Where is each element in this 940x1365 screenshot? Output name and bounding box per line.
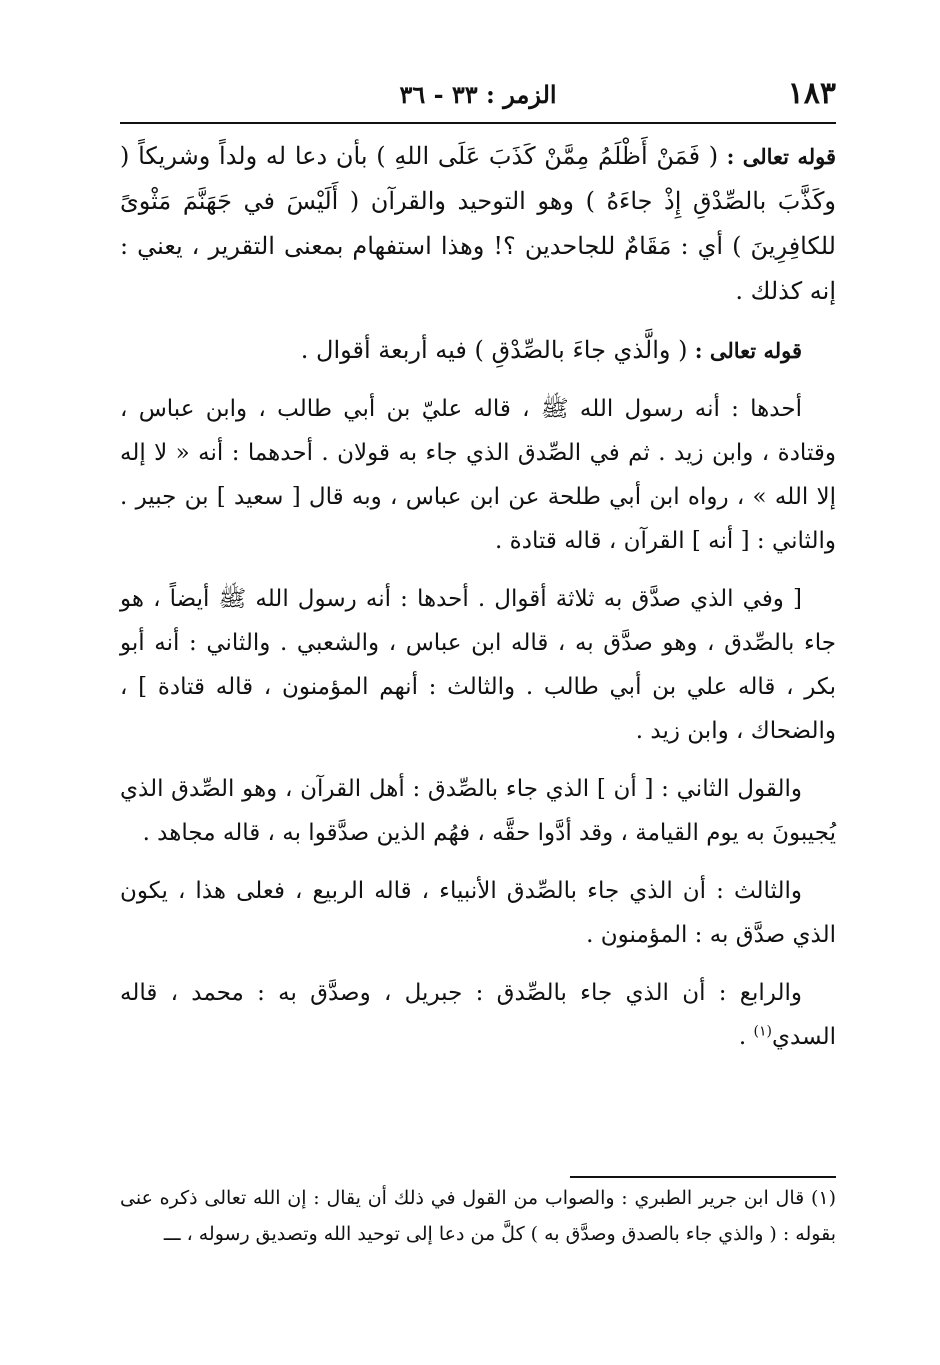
paragraph-5 bbox=[120, 767, 836, 855]
paragraph-6 bbox=[120, 869, 836, 957]
paragraph-text: أحدها : أنه رسول الله ﷺ ، قاله عليّ بن أبي طالب ، وابن عباس ، وقتادة ، وابن زيد . ثم في الصِّدق الذي جاء به قولان . أحدهما : أنه « لا إله إلا الله » ، رواه ابن أبي طلحة عن ابن عباس ، وبه قال [ سعيد ] بن جبير . والثاني : [ أنه ] القرآن ، قاله قتادة . bbox=[120, 396, 836, 554]
footnote-reference[interactable]: (١) bbox=[753, 1023, 772, 1040]
paragraph-2 bbox=[120, 328, 836, 373]
paragraph-end: . bbox=[738, 1024, 754, 1050]
main-text bbox=[120, 134, 836, 1073]
page-header bbox=[120, 68, 836, 128]
footnote-text: (١) قال ابن جرير الطبري : والصواب من القول في ذلك أن يقال : إن الله تعالى ذكره عنى بقوله : ( والذي جاء بالصدق وصدَّق به ) كلَّ من دعا إلى توحيد الله وتصديق رسوله ، ـــ bbox=[120, 1187, 836, 1245]
paragraph-text: والثالث : أن الذي جاء بالصِّدق الأنبياء ، قاله الربيع ، فعلى هذا ، يكون الذي صدَّق به : المؤمنون . bbox=[120, 878, 836, 948]
page-number: ١٨٣ bbox=[787, 76, 836, 111]
paragraph-3 bbox=[120, 387, 836, 563]
paragraph-text: والرابع : أن الذي جاء بالصِّدق : جبريل ، وصدَّق به : محمد ، قاله السدي bbox=[120, 980, 836, 1050]
paragraph-1 bbox=[120, 134, 836, 314]
paragraph-7 bbox=[120, 971, 836, 1059]
paragraph-lead: قوله تعالى : bbox=[694, 338, 802, 363]
running-title: الزمر : ٣٣ - ٣٦ bbox=[399, 80, 557, 109]
footnote bbox=[120, 1180, 836, 1252]
header-rule bbox=[120, 122, 836, 124]
paragraph-4 bbox=[120, 577, 836, 753]
footnote-rule bbox=[570, 1176, 836, 1178]
paragraph-text: ( فَمَنْ أَظْلَمُ مِمَّنْ كَذَبَ عَلَى اللهِ ) بأن دعا له ولداً وشريكاً ( وكَذَّبَ بالصِّدْقِ إِذْ جاءَهُ ) وهو التوحيد والقرآن ( أَلَيْسَ في جَهَنَّمَ مَثْوىً للكافِرِينَ ) أي : مَقَامٌ للجاحدين ؟! وهذا استفهام بمعنى التقرير ، يعني : إنه كذلك . bbox=[120, 142, 836, 305]
paragraph-text: والقول الثاني : [ أن ] الذي جاء بالصِّدق : أهل القرآن ، وهو الصِّدق الذي يُجيبونَ به يوم القيامة ، وقد أدَّوا حقَّه ، فهُم الذين صدَّقوا به ، قاله مجاهد . bbox=[120, 776, 836, 846]
paragraph-text: [ وفي الذي صدَّق به ثلاثة أقوال . أحدها : أنه رسول الله ﷺ أيضاً ، هو جاء بالصِّدق ، وهو صدَّق به ، قاله ابن عباس ، والشعبي . والثاني : أنه أبو بكر ، قاله علي بن أبي طالب . والثالث : أنهم المؤمنون ، قاله قتادة ] ، والضحاك ، وابن زيد . bbox=[120, 586, 836, 744]
paragraph-text: ( والَّذي جاءَ بالصِّدْقِ ) فيه أربعة أقوال . bbox=[300, 336, 688, 364]
paragraph-lead: قوله تعالى : bbox=[726, 144, 836, 169]
